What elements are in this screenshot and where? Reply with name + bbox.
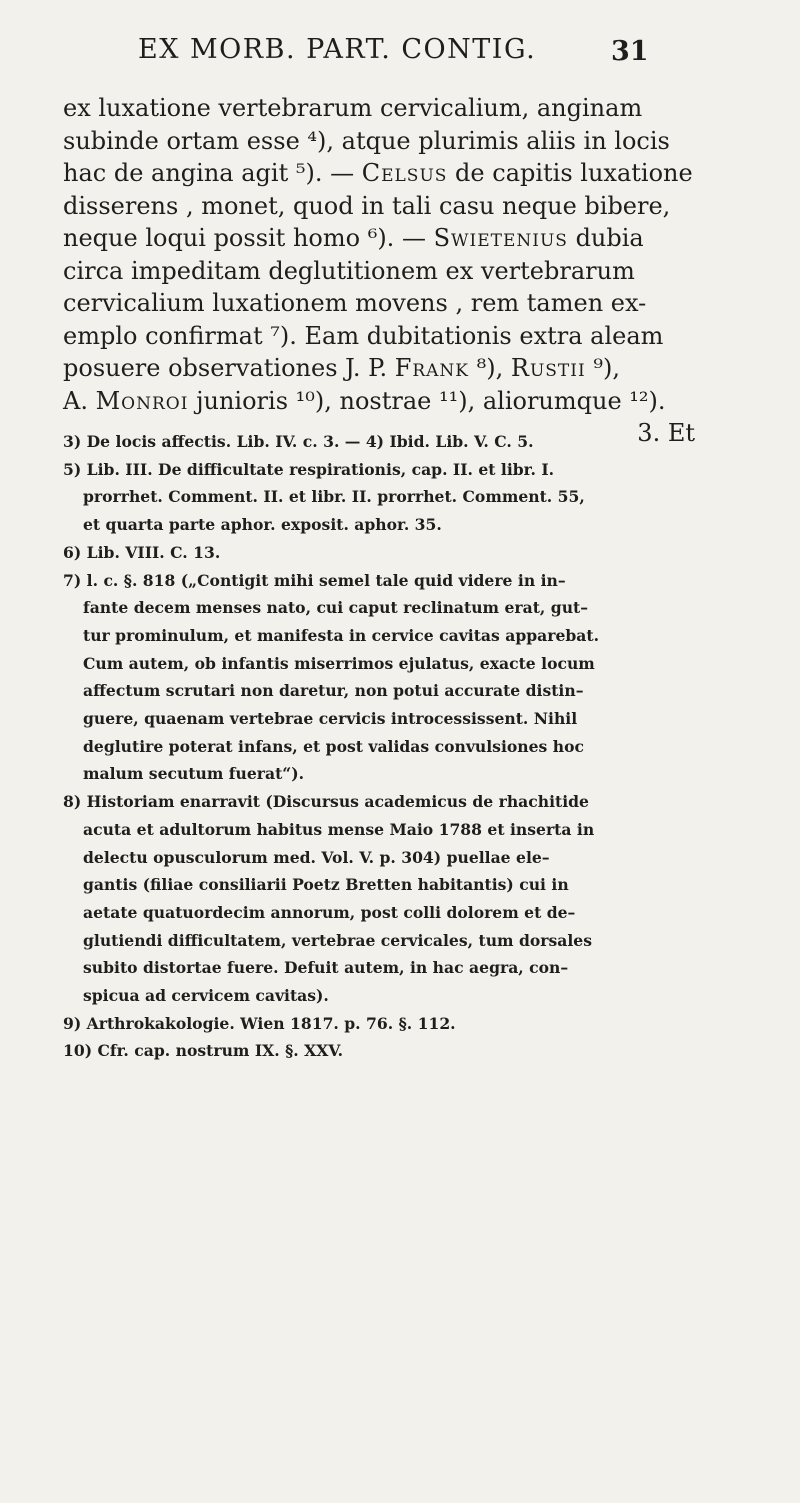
text-line <box>63 190 755 223</box>
footnote-line: affectum scrutari non daretur, non potui accurate distin– <box>83 681 584 701</box>
footnotes <box>63 428 753 1065</box>
text-line <box>63 320 755 353</box>
footnote-line: guere, quaenam vertebrae cervicis introcessissent. Nihil <box>83 709 578 729</box>
footnote-line: 10) Cfr. cap. nostrum IX. §. XXV. <box>63 1041 344 1061</box>
text-line <box>63 352 755 385</box>
text-run: junioris ¹⁰), nostrae ¹¹), aliorumque ¹²). <box>188 386 666 415</box>
footnote-line: gantis (filiae consiliarii Poetz Bretten habitantis) cui in <box>83 875 569 895</box>
running-title: EX MORB. PART. CONTIG. <box>138 34 537 65</box>
text-run: A. <box>63 386 96 415</box>
text-run: ex luxatione vertebrarum cervicalium, anginam <box>63 94 643 122</box>
text-line <box>63 125 755 158</box>
footnote-line: 3) De locis affectis. Lib. IV. c. 3. — 4) Ibid. Lib. V. C. 5. <box>63 432 534 451</box>
author-name: Monroi <box>95 386 189 415</box>
text-run: neque loqui possit homo ⁶). — <box>63 224 434 252</box>
footnote-line: prorrhet. Comment. II. et libr. II. prorrhet. Comment. 55, <box>83 487 585 507</box>
text-run: circa impeditam deglutitionem ex vertebrarum <box>63 256 635 285</box>
text-run: ⁹), <box>585 354 620 382</box>
text-run: cervicalium luxationem movens , rem tamen ex- <box>63 289 647 317</box>
text-run: dubia <box>567 224 644 252</box>
text-line <box>63 157 755 190</box>
footnote-line: et quarta parte aphor. exposit. aphor. 35. <box>83 515 442 535</box>
footnote-line: 8) Historiam enarravit (Discursus academicus de rhachitide <box>63 792 589 812</box>
text-run: subinde ortam esse ⁴), atque plurimis aliis in locis <box>63 126 670 155</box>
footnote-line: 5) Lib. III. De difficultate respirationis, cap. II. et libr. I. <box>63 459 555 479</box>
text-run: disserens , monet, quod in tali casu neque bibere, <box>63 191 671 220</box>
footnote-line: spicua ad cervicem cavitas). <box>83 986 329 1006</box>
page-header <box>0 30 800 80</box>
text-line <box>63 92 755 125</box>
footnote-line: tur prominulum, et manifesta in cervice cavitas apparebat. <box>83 625 600 645</box>
footnote-line: 9) Arthrokakologie. Wien 1817. p. 76. §. 112. <box>63 1013 456 1033</box>
text-line <box>63 222 755 255</box>
author-name: Swietenius <box>433 224 568 252</box>
footnote-line: aetate quatuordecim annorum, post colli dolorem et de– <box>83 902 576 922</box>
text-run: emplo confirmat ⁷). Eam dubitationis extra aleam <box>63 321 664 350</box>
page-number: 31 <box>611 36 649 67</box>
footnote-line: fante decem menses nato, cui caput reclinatum erat, gut– <box>83 598 589 618</box>
author-name: Rustii <box>510 354 586 382</box>
footnote-line: subito distortae fuere. Defuit autem, in hac aegra, con– <box>83 958 569 978</box>
author-name: Frank <box>394 354 470 382</box>
footnote-line: Cum autem, ob infantis miserrimos ejulatus, exacte locum <box>83 653 595 673</box>
main-text <box>63 92 755 450</box>
text-line <box>63 385 755 418</box>
footnote-line: 6) Lib. VIII. C. 13. <box>63 542 221 562</box>
footnote-line: acuta et adultorum habitus mense Maio 1788 et inserta in <box>83 819 595 839</box>
text-line <box>63 255 755 288</box>
author-name: Celsus <box>361 159 448 187</box>
footnote-line: deglutire poterat infans, et post validas convulsiones hoc <box>83 736 584 756</box>
footnote-line: glutiendi difficultatem, vertebrae cervicales, tum dorsales <box>83 930 592 950</box>
footnote-line: malum secutum fuerat“). <box>83 764 305 784</box>
text-run: ⁸), <box>469 354 511 382</box>
text-run: de capitis luxatione <box>447 159 693 187</box>
text-run: posuere observationes J. P. <box>63 354 395 382</box>
footnote-line: 7) l. c. §. 818 („Contigit mihi semel tale quid videre in in– <box>63 570 566 590</box>
text-line <box>63 287 755 320</box>
catchword: 3. Et <box>637 419 695 447</box>
footnote-line: delectu opusculorum med. Vol. V. p. 304) puellae ele– <box>83 847 550 867</box>
text-run: hac de angina agit ⁵). — <box>63 159 362 187</box>
